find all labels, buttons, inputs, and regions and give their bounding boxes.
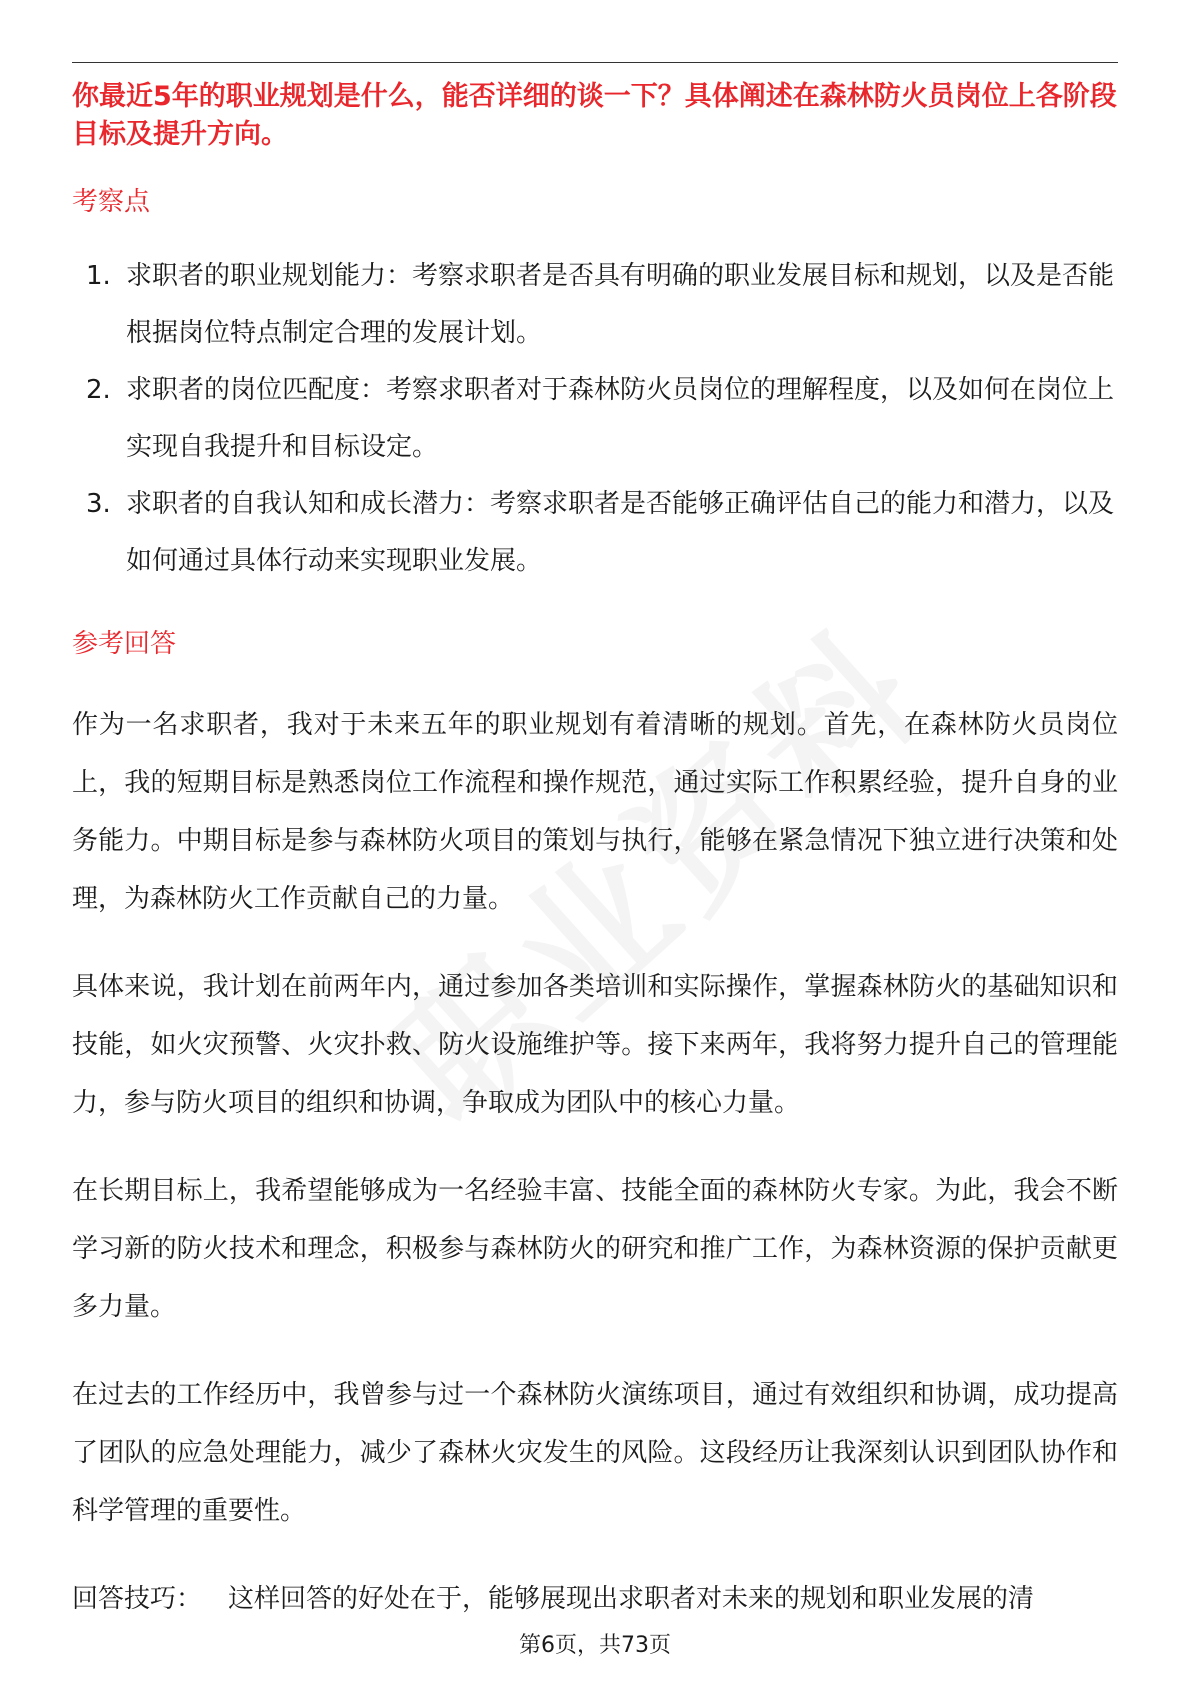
list-item (72, 248, 1118, 362)
header-rule (72, 62, 1118, 63)
points-list (72, 248, 1118, 590)
tip-paragraph (72, 1570, 1118, 1628)
answer-paragraph: 在长期目标上，我希望能够成为一名经验丰富、技能全面的森林防火专家。为此，我会不断学习新的防火技术和理念，积极参与森林防火的研究和推广工作，为森林资源的保护贡献更多力量。 (72, 1176, 1118, 1322)
list-item-number: 2. (86, 375, 111, 405)
list-item (72, 476, 1118, 590)
answer-paragraph: 作为一名求职者，我对于未来五年的职业规划有着清晰的规划。首先，在森林防火员岗位上，我的短期目标是熟悉岗位工作流程和操作规范，通过实际工作积累经验，提升自身的业务能力。中期目标是参与森林防火项目的策划与执行，能够在紧急情况下独立进行决策和处理，为森林防火工作贡献自己的力量。 (72, 710, 1118, 914)
section-title-answer: 参考回答 (72, 629, 177, 659)
tip-text: 这样回答的好处在于，能够展现出求职者对未来的规划和职业发展的清 (228, 1584, 1035, 1614)
list-item-text: 求职者的职业规划能力：考察求职者是否具有明确的职业发展目标和规划，以及是否能根据岗位特点制定合理的发展计划。 (126, 261, 1115, 348)
answer-paragraph: 在过去的工作经历中，我曾参与过一个森林防火演练项目，通过有效组织和协调，成功提高了团队的应急处理能力，减少了森林火灾发生的风险。这段经历让我深刻认识到团队协作和科学管理的重要性。 (72, 1380, 1118, 1526)
list-item (72, 362, 1118, 476)
list-item-number: 3. (86, 489, 111, 519)
list-item-number: 1. (86, 261, 111, 291)
list-item-text: 求职者的自我认知和成长潜力：考察求职者是否能够正确评估自己的能力和潜力，以及如何通过具体行动来实现职业发展。 (126, 489, 1115, 576)
document-body (72, 78, 1118, 1628)
list-item-text: 求职者的岗位匹配度：考察求职者对于森林防火员岗位的理解程度，以及如何在岗位上实现自我提升和目标设定。 (126, 375, 1115, 462)
section-title-points: 考察点 (72, 187, 151, 217)
tip-label: 回答技巧： (72, 1584, 203, 1614)
question-heading: 你最近5年的职业规划是什么，能否详细的谈一下？具体阐述在森林防火员岗位上各阶段目标及提升方向。 (72, 81, 1117, 150)
answer-paragraph: 具体来说，我计划在前两年内，通过参加各类培训和实际操作，掌握森林防火的基础知识和技能，如火灾预警、火灾扑救、防火设施维护等。接下来两年，我将努力提升自己的管理能力，参与防火项目的组织和协调，争取成为团队中的核心力量。 (72, 972, 1118, 1118)
page-number: 第6页，共73页 (519, 1633, 671, 1658)
